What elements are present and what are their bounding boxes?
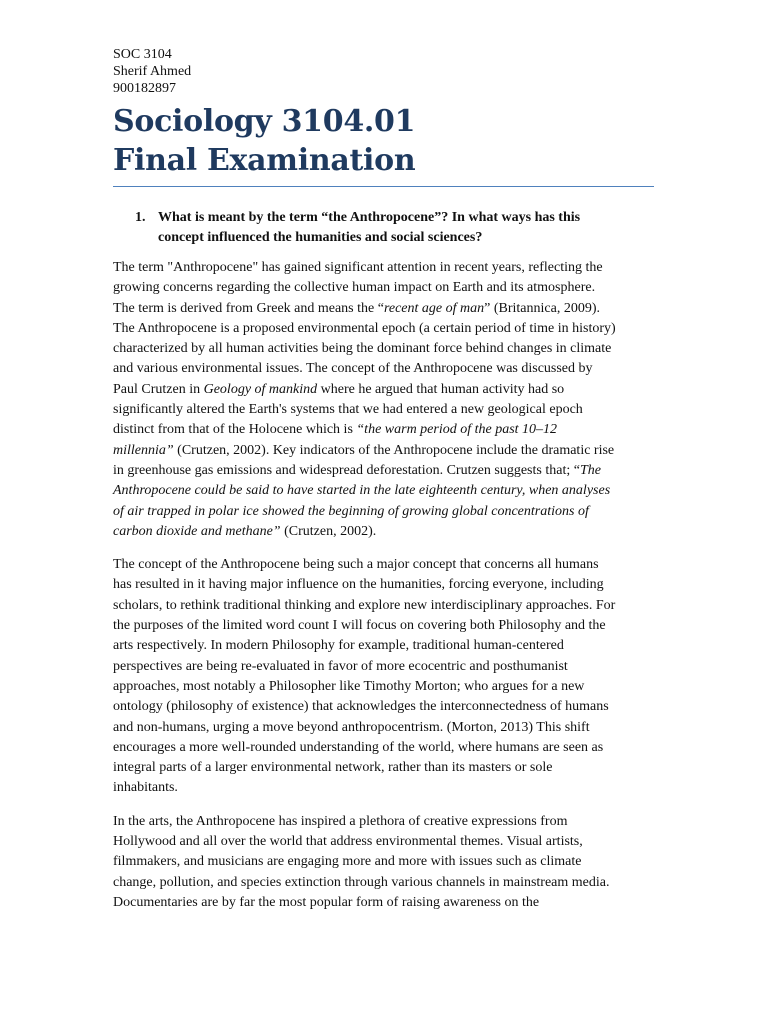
- question-number: 1.: [135, 210, 146, 225]
- document-title: [113, 102, 656, 180]
- text-run: where he argued that human activity had so: [317, 381, 565, 397]
- quote-italic: Anthropocene could be said to have started in the late eighteenth century, when analyses: [113, 483, 611, 499]
- paragraph-2: [113, 555, 656, 799]
- paragraph-line: The Anthropocene is a proposed environmental epoch (a certain period of time in history): [113, 320, 616, 336]
- paragraph-line: significantly altered the Earth's systems that we had entered a new geological epoch: [113, 402, 583, 418]
- question-line-1: What is meant by the term “the Anthropocene”? In what ways has this: [158, 210, 581, 225]
- paragraph-line: [113, 441, 656, 461]
- paragraph-line: The term "Anthropocene" has gained significant attention in recent years, reflecting the: [113, 260, 603, 275]
- paragraph-line: [113, 380, 656, 400]
- paragraph-line: The concept of the Anthropocene being such a major concept that concerns all humans: [113, 557, 599, 573]
- quote-italic: recent age of man: [383, 300, 485, 316]
- paragraph-line: [113, 420, 656, 440]
- question-line-2: concept influenced the humanities and social sciences?: [158, 230, 483, 245]
- paragraph-3: [113, 812, 656, 913]
- title-divider: [113, 186, 654, 187]
- question-text: [158, 208, 656, 248]
- paragraph-line: inhabitants.: [113, 780, 178, 796]
- paragraph-line: [113, 481, 656, 501]
- header-block: [113, 46, 656, 97]
- text-run: The term is derived from Greek and means the “: [113, 300, 384, 316]
- book-title-italic: Geology of mankind: [203, 381, 318, 397]
- paragraph-line: change, pollution, and species extinction through various channels in mainstream media.: [113, 874, 610, 890]
- paragraph-1: [113, 258, 656, 542]
- text-run: (Crutzen, 2002). Key indicators of the Anthropocene include the dramatic rise: [173, 442, 615, 458]
- student-id: 900182897: [113, 81, 176, 96]
- title-line-2: Final Examination: [113, 143, 416, 178]
- paragraph-line: encourages a more well-rounded understanding of the world, where humans are seen as: [113, 739, 604, 755]
- paragraph-line: approaches, most notably a Philosopher like Timothy Morton; who argues for a new: [113, 678, 585, 694]
- paragraph-line: has resulted in it having major influence on the humanities, forcing everyone, including: [113, 577, 604, 593]
- paragraph-line: [113, 502, 656, 522]
- paragraph-line: growing concerns regarding the collective human impact on Earth and its atmosphere.: [113, 280, 596, 296]
- paragraph-line: [113, 522, 656, 542]
- quote-italic: “the warm period of the past 10–12: [356, 422, 558, 438]
- text-run: (Crutzen, 2002).: [280, 523, 377, 539]
- paragraph-line: and various environmental issues. The concept of the Anthropocene was discussed by: [113, 361, 593, 377]
- paragraph-line: scholars, to rethink traditional thinking and explore new interdisciplinary approaches. For: [113, 597, 616, 613]
- paragraph-line: perspectives are being re-evaluated in favor of more ecocentric and posthumanist: [113, 658, 568, 674]
- paragraph-line: the purposes of the limited word count I will focus on covering both Philosophy and the: [113, 618, 606, 634]
- paragraph-line: integral parts of a larger environmental network, rather than its masters or sole: [113, 760, 553, 776]
- course-code: SOC 3104: [113, 47, 172, 62]
- quote-italic: of air trapped in polar ice showed the beginning of growing global concentrations of: [113, 503, 589, 519]
- paragraph-line: In the arts, the Anthropocene has inspired a plethora of creative expressions from: [113, 813, 568, 829]
- text-run: distinct from that of the Holocene which is: [113, 422, 357, 438]
- quote-italic: carbon dioxide and methane”: [113, 523, 281, 539]
- text-run: Paul Crutzen in: [113, 381, 204, 397]
- paragraph-line: [113, 299, 656, 319]
- paragraph-line: Hollywood and all over the world that address environmental themes. Visual artists,: [113, 834, 583, 850]
- paragraph-line: and non-humans, urging a move beyond anthropocentrism. (Morton, 2013) This shift: [113, 719, 590, 735]
- quote-italic: The: [579, 462, 601, 478]
- paragraph-line: arts respectively. In modern Philosophy for example, traditional human-centered: [113, 638, 564, 654]
- question-1: [113, 208, 656, 248]
- paragraph-line: characterized by all human activities being the dominant force behind changes in climate: [113, 341, 612, 357]
- paragraph-line: filmmakers, and musicians are engaging more and more with issues such as climate: [113, 854, 582, 870]
- paragraph-line: ontology (philosophy of existence) that acknowledges the interconnectedness of humans: [113, 699, 609, 715]
- student-name: Sherif Ahmed: [113, 64, 192, 79]
- paragraph-line: Documentaries are by far the most popular form of raising awareness on the: [113, 894, 540, 910]
- title-line-1: Sociology 3104.01: [113, 104, 416, 139]
- text-run: ” (Britannica, 2009).: [484, 300, 600, 316]
- text-run: in greenhouse gas emissions and widespread deforestation. Crutzen suggests that; “: [113, 462, 580, 478]
- paragraph-line: [113, 461, 656, 481]
- quote-italic: millennia”: [113, 442, 174, 458]
